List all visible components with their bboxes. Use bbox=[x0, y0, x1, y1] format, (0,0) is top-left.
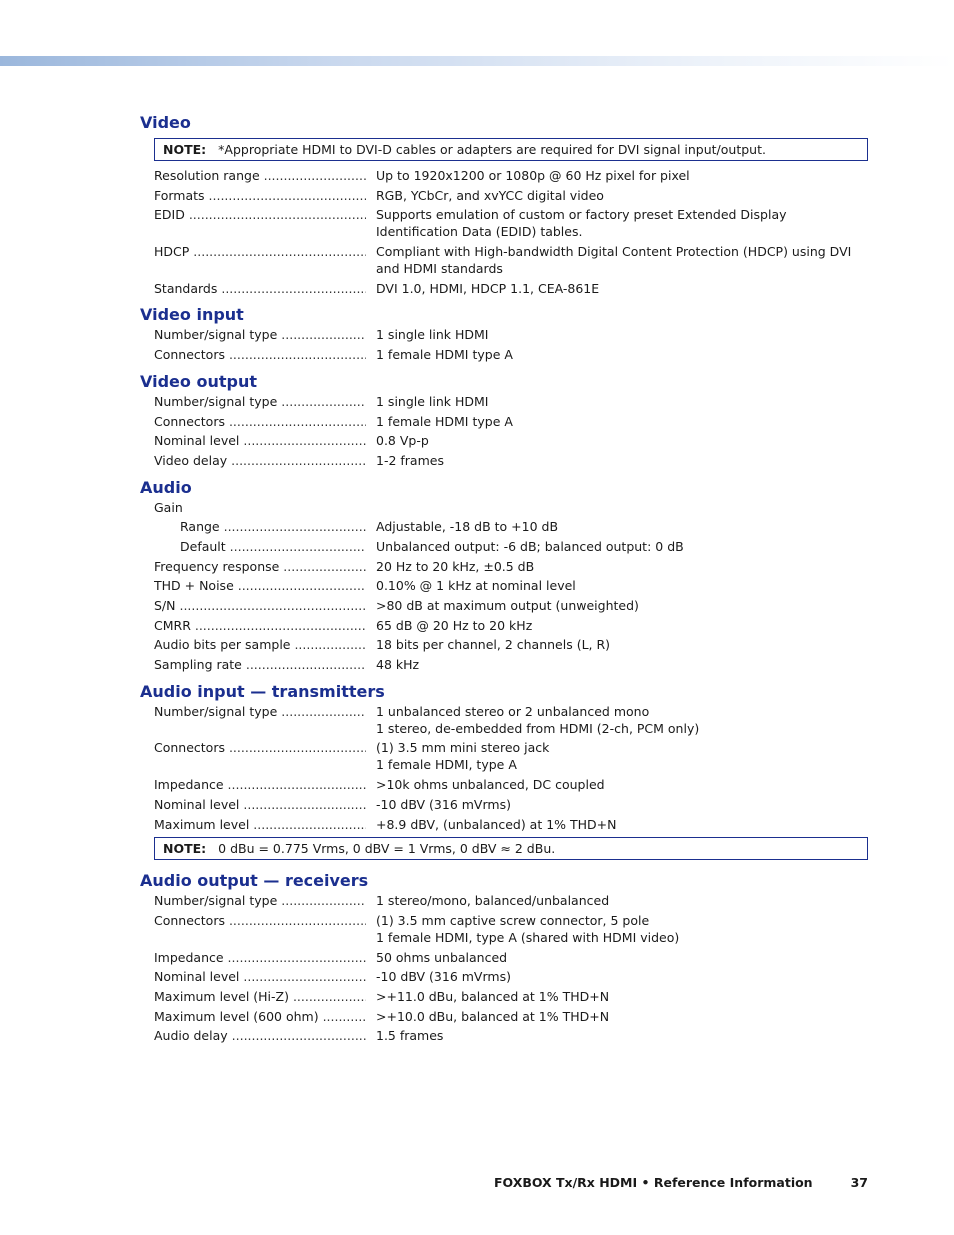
spec-label: Impedance ..... bbox=[154, 949, 366, 966]
spec-row bbox=[140, 617, 870, 637]
spec-row bbox=[140, 776, 870, 796]
spec-label: Frequency response ..... bbox=[154, 558, 366, 575]
spec-row bbox=[140, 187, 870, 207]
spec-label: Range ..... bbox=[180, 518, 366, 535]
spec-row bbox=[140, 413, 870, 433]
spec-row bbox=[140, 346, 870, 366]
spec-row bbox=[140, 988, 870, 1008]
spec-value: 0.8 Vp-p bbox=[376, 433, 429, 449]
note-label: NOTE: bbox=[163, 142, 207, 157]
spec-value: DVI 1.0, HDMI, HDCP 1.1, CEA-861E bbox=[376, 280, 600, 296]
spec-value: Up to 1920x1200 or 1080p @ 60 Hz pixel for pixel bbox=[376, 168, 690, 183]
footer-title: FOXBOX Tx/Rx HDMI • Reference Information bbox=[493, 1175, 813, 1190]
spec-row bbox=[140, 656, 870, 676]
spec-value-line2: 1 female HDMI, type A (shared with HDMI video) bbox=[376, 929, 680, 945]
spec-value: >+11.0 dBu, balanced at 1% THD+N bbox=[376, 988, 610, 1004]
spec-label: Standards ..... bbox=[154, 280, 366, 297]
spec-label: Resolution range ..... bbox=[154, 167, 366, 184]
spec-value: >+10.0 dBu, balanced at 1% THD+N bbox=[376, 1008, 610, 1024]
spec-row bbox=[140, 912, 870, 949]
spec-value: 20 Hz to 20 kHz, ±0.5 dB bbox=[376, 558, 535, 574]
header-gradient-bar bbox=[0, 56, 954, 66]
spec-value: 18 bits per channel, 2 channels (L, R) bbox=[376, 637, 611, 653]
spec-label: Connectors ..... bbox=[154, 912, 366, 929]
page-footer bbox=[494, 1175, 868, 1190]
spec-label: CMRR ..... bbox=[154, 617, 366, 634]
section-audio-output bbox=[140, 870, 870, 1047]
spec-label: Number/signal type ..... bbox=[154, 326, 366, 343]
spec-label: Audio bits per sample ..... bbox=[154, 636, 366, 653]
spec-value: -10 dBV (316 mVrms) bbox=[376, 796, 511, 812]
spec-label: Number/signal type ..... bbox=[154, 703, 366, 720]
spec-label: Maximum level (600 ohm) ..... bbox=[154, 1008, 366, 1025]
spec-row bbox=[140, 518, 870, 538]
spec-label: Nominal level ..... bbox=[154, 432, 366, 449]
spec-value: +8.9 dBV, (unbalanced) at 1% THD+N bbox=[376, 816, 617, 832]
spec-value: Compliant with High-bandwidth Digital Content Protection (HDCP) using DVI and HDMI standards bbox=[376, 244, 852, 277]
spec-row bbox=[140, 393, 870, 413]
spec-value-line2: 1 female HDMI, type A bbox=[376, 757, 517, 773]
spec-row bbox=[140, 326, 870, 346]
spec-label: Audio delay ..... bbox=[154, 1027, 366, 1044]
spec-value: -10 dBV (316 mVrms) bbox=[376, 969, 511, 985]
spec-value: 1.5 frames bbox=[376, 1028, 444, 1044]
spec-label: Connectors ..... bbox=[154, 346, 366, 363]
section-heading: Audio bbox=[140, 477, 192, 497]
section-heading: Audio input — transmitters bbox=[140, 681, 385, 701]
spec-label: S/N ..... bbox=[154, 597, 366, 614]
spec-label: Connectors ..... bbox=[154, 739, 366, 756]
spec-row bbox=[140, 636, 870, 656]
spec-value-line2: 1 stereo, de-embedded from HDMI (2-ch, PCM only) bbox=[376, 720, 700, 736]
spec-value: (1) 3.5 mm captive screw connector, 5 pole bbox=[376, 912, 650, 928]
spec-value: 1 female HDMI type A bbox=[376, 413, 513, 429]
spec-value: >10k ohms unbalanced, DC coupled bbox=[376, 777, 605, 793]
spec-value: 1 unbalanced stereo or 2 unbalanced mono bbox=[376, 703, 650, 719]
spec-value: Adjustable, -18 dB to +10 dB bbox=[376, 519, 559, 535]
spec-row bbox=[140, 206, 870, 243]
note-box bbox=[154, 837, 868, 860]
spec-value: Unbalanced output: -6 dB; balanced output: 0 dB bbox=[376, 538, 684, 554]
section-audio-input bbox=[140, 681, 870, 860]
spec-label: Nominal level ..... bbox=[154, 968, 366, 985]
spec-row bbox=[140, 703, 870, 740]
spec-label: EDID ..... bbox=[154, 206, 366, 223]
spec-label: Formats ..... bbox=[154, 187, 366, 204]
spec-value: RGB, YCbCr, and xvYCC digital video bbox=[376, 187, 604, 203]
section-heading: Video output bbox=[140, 371, 257, 391]
spec-label: Connectors ..... bbox=[154, 413, 366, 430]
spec-row bbox=[140, 167, 870, 187]
spec-row bbox=[140, 597, 870, 617]
spec-label: Video delay ..... bbox=[154, 452, 366, 469]
spec-label: Maximum level (Hi-Z) ..... bbox=[154, 988, 366, 1005]
spec-value: 1-2 frames bbox=[376, 452, 444, 468]
page-number: 37 bbox=[850, 1175, 868, 1190]
spec-value: 65 dB @ 20 Hz to 20 kHz bbox=[376, 617, 533, 633]
spec-row bbox=[140, 432, 870, 452]
spec-row bbox=[140, 243, 870, 280]
section-audio bbox=[140, 477, 870, 676]
spec-value: 1 female HDMI type A bbox=[376, 347, 513, 363]
spec-label: THD + Noise ..... bbox=[154, 577, 366, 594]
spec-row bbox=[140, 968, 870, 988]
spec-value: >80 dB at maximum output (unweighted) bbox=[376, 598, 639, 613]
spec-row bbox=[140, 577, 870, 597]
spec-label: Impedance ..... bbox=[154, 776, 366, 793]
spec-label: Maximum level ..... bbox=[154, 816, 366, 833]
spec-content bbox=[140, 112, 870, 1047]
spec-row bbox=[140, 538, 870, 558]
spec-value: 1 single link HDMI bbox=[376, 393, 489, 409]
spec-row bbox=[140, 739, 870, 776]
spec-value: 48 kHz bbox=[376, 657, 420, 673]
spec-label: Number/signal type ..... bbox=[154, 892, 366, 909]
section-video-input bbox=[140, 304, 870, 365]
spec-row bbox=[140, 558, 870, 578]
spec-value: 50 ohms unbalanced bbox=[376, 949, 508, 965]
spec-row bbox=[140, 499, 870, 519]
note-text: *Appropriate HDMI to DVI-D cables or adapters are required for DVI signal input/output. bbox=[218, 142, 766, 157]
spec-row bbox=[140, 949, 870, 969]
spec-row bbox=[140, 280, 870, 300]
spec-value: 0.10% @ 1 kHz at nominal level bbox=[376, 578, 576, 594]
spec-row bbox=[140, 452, 870, 472]
note-text: 0 dBu = 0.775 Vrms, 0 dBV = 1 Vrms, 0 dBV ≈ 2 dBu. bbox=[218, 841, 556, 857]
spec-label: Number/signal type ..... bbox=[154, 393, 366, 410]
section-heading: Audio output — receivers bbox=[140, 871, 369, 891]
section-video-output bbox=[140, 371, 870, 472]
spec-value: (1) 3.5 mm mini stereo jack bbox=[376, 740, 550, 756]
spec-label: Gain bbox=[154, 499, 183, 515]
section-video bbox=[140, 112, 870, 299]
section-heading: Video input bbox=[140, 305, 244, 325]
spec-row bbox=[140, 1008, 870, 1028]
spec-row bbox=[140, 1027, 870, 1047]
spec-value: Supports emulation of custom or factory preset Extended Display Identification Data (EDID) tables. bbox=[376, 207, 787, 240]
section-heading: Video bbox=[140, 113, 191, 132]
spec-row bbox=[140, 796, 870, 816]
spec-row bbox=[140, 816, 870, 836]
spec-label: Sampling rate ..... bbox=[154, 656, 366, 673]
spec-label: HDCP ..... bbox=[154, 243, 366, 260]
spec-label: Nominal level ..... bbox=[154, 796, 366, 813]
spec-row bbox=[140, 892, 870, 912]
spec-label: Default ..... bbox=[180, 538, 366, 555]
spec-value: 1 single link HDMI bbox=[376, 327, 489, 343]
spec-value: 1 stereo/mono, balanced/unbalanced bbox=[376, 893, 610, 909]
note-label: NOTE: bbox=[163, 841, 207, 857]
note-box bbox=[154, 138, 868, 161]
